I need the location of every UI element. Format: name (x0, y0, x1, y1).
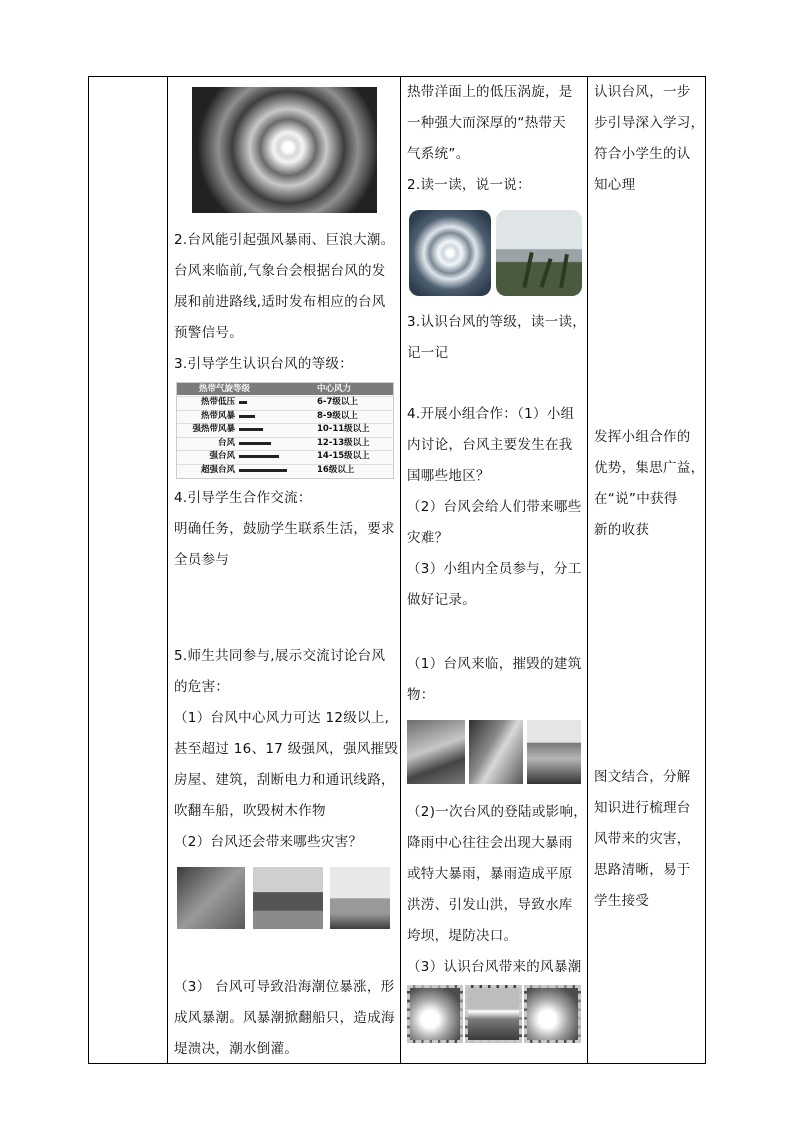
teacher-text: 吹翻车船，吹毁树木作物 (174, 803, 326, 819)
grade-wind: 8-9级以上 (317, 410, 358, 421)
grade-table-row (177, 410, 393, 422)
student-text: 一种强大而深厚的“热带天 (407, 115, 567, 131)
typhoon-grade-table (176, 382, 394, 479)
grade-table-row (177, 450, 393, 462)
student-text: 降雨中心往往会出现大暴雨 (407, 835, 573, 851)
teacher-text: 预警信号。 (174, 325, 243, 341)
intent-text: 发挥小组合作的 (594, 429, 691, 445)
grade-wind-bar (239, 455, 279, 458)
fallen-tree-photo (469, 720, 523, 784)
grade-table-header-grade: 热带气旋等级 (199, 384, 251, 394)
intent-text: 认识台风，一步 (594, 84, 691, 100)
grade-name: 热带低压 (200, 397, 235, 407)
student-text: 4.开展小组合作：（1）小组 (407, 406, 575, 422)
teacher-text: 3.引导学生认识台风的等级： (174, 356, 354, 372)
typhoon-satellite-thumbnail (409, 210, 491, 296)
crushed-car-photo (527, 720, 581, 784)
storm-palm-trees-photo (496, 210, 582, 296)
intent-text: 步引导深入学习， (594, 115, 705, 131)
grade-name: 超强台风 (200, 464, 235, 475)
grade-wind: 6-7级以上 (317, 397, 358, 407)
grade-wind-bar (239, 428, 263, 431)
student-text: 国哪些地区？ (407, 468, 490, 484)
flooded-car-photo (253, 867, 323, 929)
student-text: 物： (407, 687, 435, 703)
stage-column (89, 77, 167, 1063)
teacher-text: 全员参与 (174, 552, 230, 568)
teacher-text: 5.师生共同参与,展示交流讨论台风 (174, 648, 386, 664)
teacher-text: 2.台风能引起强风暴雨、巨浪大潮。 (174, 232, 395, 248)
student-activity-column (401, 77, 587, 1063)
grade-table-row (177, 464, 393, 476)
student-text: （2）台风会给人们带来哪些 (407, 499, 582, 515)
grade-wind-bar (239, 401, 247, 404)
student-text: 做好记录。 (407, 592, 476, 608)
grade-wind-bar (239, 442, 271, 445)
student-text: 气系统”。 (407, 146, 470, 162)
storm-surge-waves-photo (407, 985, 463, 1043)
teacher-text: （3） 台风可导致沿海潮位暴涨，形 (174, 979, 395, 995)
grade-wind: 14-15级以上 (317, 451, 370, 461)
teacher-text: 房屋、建筑，刮断电力和通讯线路， (174, 772, 395, 788)
intent-text: 符合小学生的认 (594, 146, 691, 162)
grade-name: 台风 (217, 437, 235, 448)
student-text: （3）认识台风带来的风暴潮 (407, 959, 582, 975)
intent-text: 图文结合，分解 (594, 769, 691, 785)
teacher-text: （1）台风中心风力可达 12级以上, (174, 710, 390, 726)
design-intent-column (588, 77, 706, 1063)
teacher-text: 堤溃决，潮水倒灌。 (174, 1041, 299, 1057)
intent-text: 知心理 (594, 177, 636, 193)
flooded-street-photo (330, 867, 390, 929)
intent-text: 知识进行梳理台 (594, 800, 691, 816)
grade-name: 强台风 (209, 451, 235, 461)
rainstorm-photo (177, 867, 245, 929)
intent-text: 学生接受 (594, 893, 650, 909)
student-text: 2.读一读，说一说： (407, 177, 531, 193)
student-text: 热带洋面上的低压涡旋，是 (407, 84, 573, 100)
student-text: 或特大暴雨，暴雨造成平原 (407, 866, 573, 882)
student-text: 垮坝，堤防决口。 (407, 928, 518, 944)
teacher-text: （2）台风还会带来哪些灾害？ (174, 834, 363, 850)
teacher-text: 台风来临前,气象台会根据台风的发 (174, 263, 386, 279)
grade-name: 热带风暴 (200, 410, 235, 421)
damaged-building-photo (407, 720, 465, 784)
teacher-text: 明确任务，鼓励学生联系生活，要求 (174, 521, 395, 537)
student-text: 3.认识台风的等级，读一读， (407, 314, 587, 330)
grade-wind-bar (239, 415, 255, 418)
grade-wind: 12-13级以上 (317, 437, 370, 448)
intent-text: 风带来的灾害， (594, 831, 691, 847)
storm-surge-seawall-photo (465, 985, 522, 1043)
teacher-text: 甚至超过 16、17 级强风，强风摧毁 (174, 741, 399, 757)
intent-text: 优势，集思广益， (594, 460, 705, 476)
teacher-activity-column (168, 77, 400, 1063)
student-text: （3）小组内全员参与，分工 (407, 561, 582, 577)
intent-text: 思路清晰，易于 (594, 862, 691, 878)
student-text: 洪涝、引发山洪，导致水库 (407, 897, 573, 913)
student-text: 记一记 (407, 345, 449, 361)
storm-surge-splash-photo (524, 985, 581, 1043)
grade-table-row (177, 396, 393, 408)
teacher-text: 展和前进路线,适时发布相应的台风 (174, 294, 386, 310)
intent-text: 在“说”中获得 (594, 491, 678, 507)
grade-table-row (177, 437, 393, 449)
grade-table-row (177, 423, 393, 435)
intent-text: 新的收获 (594, 522, 650, 538)
grade-wind: 16级以上 (317, 464, 355, 475)
student-text: 灾难？ (407, 530, 449, 546)
typhoon-satellite-image (192, 87, 377, 213)
student-text: （1）台风来临，摧毁的建筑 (407, 656, 582, 672)
teacher-text: 成风暴潮。风暴潮掀翻船只，造成海 (174, 1010, 395, 1026)
student-text: （2)一次台风的登陆或影响， (407, 804, 588, 820)
grade-wind-bar (239, 469, 287, 472)
teacher-text: 4.引导学生合作交流： (174, 490, 312, 506)
grade-table-header-wind: 中心风力 (317, 384, 352, 394)
teacher-text: 的危害： (174, 679, 230, 695)
lesson-table (88, 76, 706, 1064)
student-text: 内讨论，台风主要发生在我 (407, 437, 573, 453)
grade-name: 强热带风暴 (192, 424, 235, 434)
grade-wind: 10-11级以上 (317, 424, 370, 434)
